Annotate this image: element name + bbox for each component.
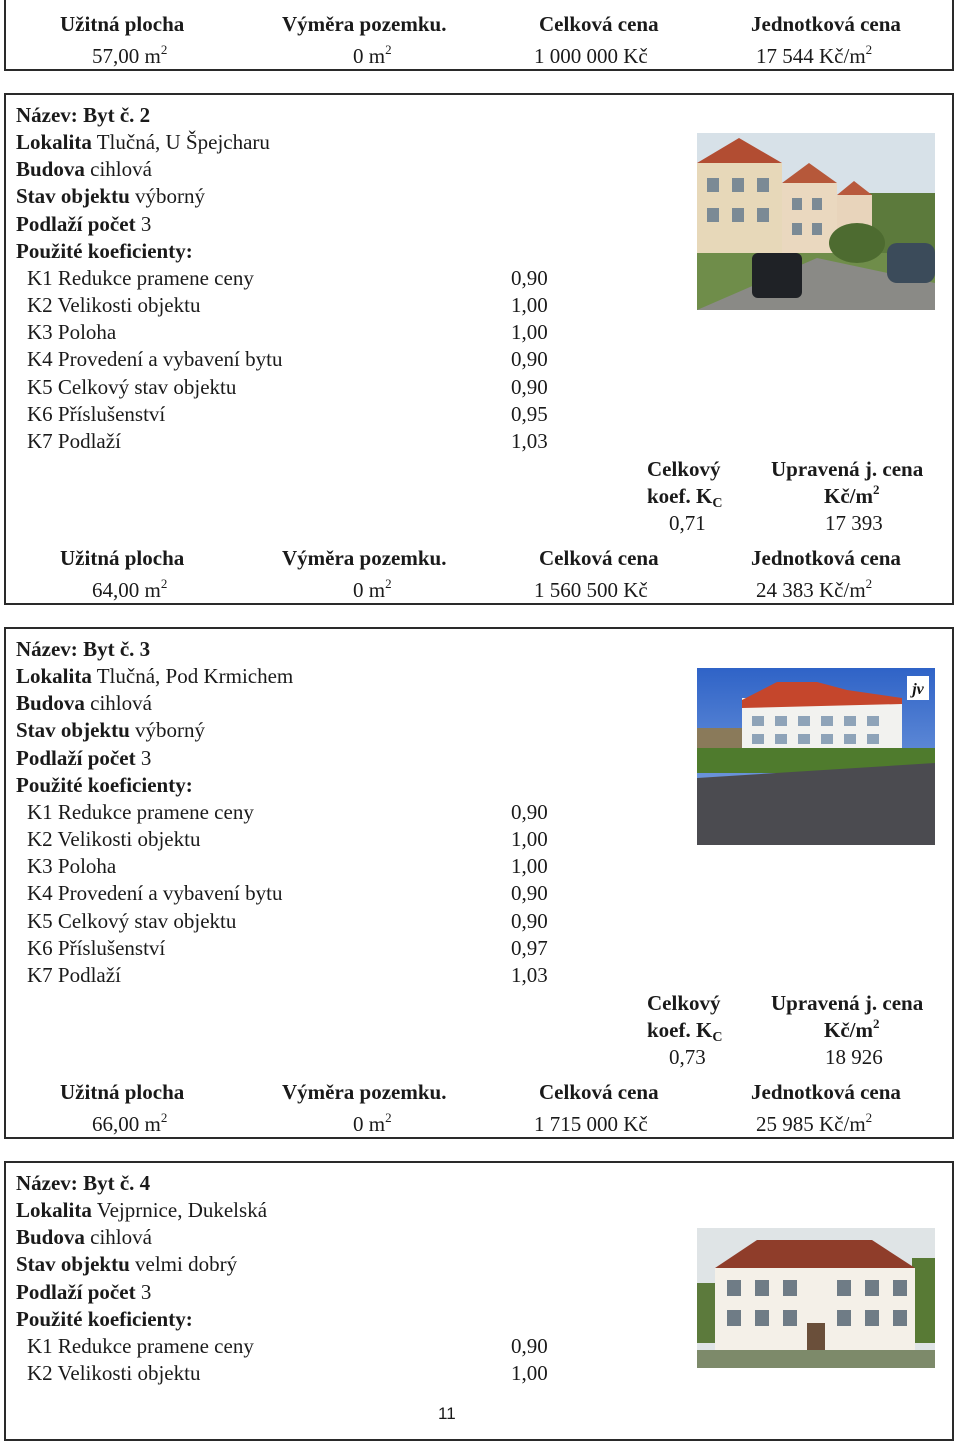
listing-podlazi: Podlaží počet 3 (16, 212, 152, 236)
summary-unit: 25 985 $Kč/m^2$ (756, 1110, 873, 1136)
upravena-cena-label-2: $Kč/m^2$ (824, 482, 880, 508)
summary-header-land: Výměra pozemku. (282, 546, 447, 570)
k3-value: 1,00 (511, 854, 548, 878)
k2-value: 1,00 (511, 827, 548, 851)
summary-area: 66,00 $m^2$ (92, 1110, 168, 1136)
summary-header-area: Užitná plocha (60, 12, 185, 36)
celkovy-koef-label-1: Celkový (647, 991, 721, 1015)
summary-land: 0 $m^2$ (353, 1110, 392, 1136)
summary-header-area: Užitná plocha (60, 546, 185, 570)
summary-header-land: Výměra pozemku. (282, 12, 447, 36)
k5-label: K5 Celkový stav objektu (27, 909, 237, 933)
listing-lokalita: Lokalita Tlučná, U Špejcharu (16, 130, 270, 154)
k1-label: K1 Redukce pramene ceny (27, 800, 254, 824)
page-number: 11 (438, 1404, 456, 1423)
k2-label: K2 Velikosti objektu (27, 1361, 201, 1385)
listing-stav: Stav objektu výborný (16, 718, 206, 742)
summary-land: 0 $m^2$ (353, 42, 392, 68)
k2-label: K2 Velikosti objektu (27, 827, 201, 851)
k5-value: 0,90 (511, 909, 548, 933)
listing-lokalita: Lokalita Vejprnice, Dukelská (16, 1198, 268, 1222)
k7-value: 1,03 (511, 429, 548, 453)
k6-label: K6 Příslušenství (27, 402, 166, 426)
summary-land: 0 $m^2$ (353, 576, 392, 602)
k6-value: 0,97 (511, 936, 548, 960)
listing-budova: Budova cihlová (16, 157, 152, 181)
k1-value: 0,90 (511, 1334, 548, 1358)
summary-price: 1 000 000 Kč (534, 44, 648, 68)
summary-header-price: Celková cena (539, 12, 659, 36)
k4-label: K4 Provedení a vybavení bytu (27, 881, 283, 905)
koeficienty-heading: Použité koeficienty: (16, 239, 193, 263)
building-photo-byt-2 (697, 133, 935, 310)
upravena-cena-label-1: Upravená j. cena (771, 991, 924, 1015)
upravena-cena-value: 17 393 (825, 511, 883, 535)
summary-unit: 24 383 $Kč/m^2$ (756, 576, 873, 602)
summary-area: 64,00 $m^2$ (92, 576, 168, 602)
upravena-cena-label-2: $Kč/m^2$ (824, 1016, 880, 1042)
listing-stav: Stav objektu výborný (16, 184, 206, 208)
k3-label: K3 Poloha (27, 320, 117, 344)
koeficienty-heading: Použité koeficienty: (16, 1307, 193, 1331)
summary-header-unit: Jednotková cena (751, 1080, 901, 1104)
listing-budova: Budova cihlová (16, 1225, 152, 1249)
summary-header-price: Celková cena (539, 546, 659, 570)
celkovy-koef-label-1: Celkový (647, 457, 721, 481)
photo-watermark: jv (912, 681, 924, 698)
summary-header-unit: Jednotková cena (751, 12, 901, 36)
summary-header-land: Výměra pozemku. (282, 1080, 447, 1104)
summary-price: 1 715 000 Kč (534, 1112, 648, 1136)
k1-label: K1 Redukce pramene ceny (27, 266, 254, 290)
summary-header-price: Celková cena (539, 1080, 659, 1104)
k7-label: K7 Podlaží (27, 963, 121, 987)
upravena-cena-value: 18 926 (825, 1045, 883, 1069)
celkovy-koef-value: 0,71 (669, 511, 706, 535)
listing-podlazi: Podlaží počet 3 (16, 1280, 152, 1304)
summary-price: 1 560 500 Kč (534, 578, 648, 602)
summary-header-area: Užitná plocha (60, 1080, 185, 1104)
summary-unit: 17 544 $Kč/m^2$ (756, 42, 873, 68)
listing-title: Název: Byt č. 4 (16, 1171, 151, 1195)
k3-label: K3 Poloha (27, 854, 117, 878)
k2-value: 1,00 (511, 293, 548, 317)
k6-value: 0,95 (511, 402, 548, 426)
k5-label: K5 Celkový stav objektu (27, 375, 237, 399)
k4-label: K4 Provedení a vybavení bytu (27, 347, 283, 371)
k7-value: 1,03 (511, 963, 548, 987)
k2-value: 1,00 (511, 1361, 548, 1385)
k6-label: K6 Příslušenství (27, 936, 166, 960)
k5-value: 0,90 (511, 375, 548, 399)
listing-title: Název: Byt č. 2 (16, 103, 151, 127)
listing-lokalita: Lokalita Tlučná, Pod Krmichem (16, 664, 294, 688)
koeficienty-heading: Použité koeficienty: (16, 773, 193, 797)
k4-value: 0,90 (511, 347, 548, 371)
listing-title: Název: Byt č. 3 (16, 637, 151, 661)
listing-podlazi: Podlaží počet 3 (16, 746, 152, 770)
listing-stav: Stav objektu velmi dobrý (16, 1252, 238, 1276)
k2-label: K2 Velikosti objektu (27, 293, 201, 317)
summary-header-unit: Jednotková cena (751, 546, 901, 570)
k7-label: K7 Podlaží (27, 429, 121, 453)
k1-value: 0,90 (511, 266, 548, 290)
celkovy-koef-label-2: koef. $K_C$ (647, 484, 723, 511)
listing-budova: Budova cihlová (16, 691, 152, 715)
summary-area: 57,00 $m^2$ (92, 42, 168, 68)
building-photo-byt-4 (697, 1228, 935, 1368)
celkovy-koef-label-2: koef. $K_C$ (647, 1018, 723, 1045)
k1-label: K1 Redukce pramene ceny (27, 1334, 254, 1358)
upravena-cena-label-1: Upravená j. cena (771, 457, 924, 481)
building-photo-byt-3 (697, 668, 935, 845)
k4-value: 0,90 (511, 881, 548, 905)
k3-value: 1,00 (511, 320, 548, 344)
celkovy-koef-value: 0,73 (669, 1045, 706, 1069)
k1-value: 0,90 (511, 800, 548, 824)
